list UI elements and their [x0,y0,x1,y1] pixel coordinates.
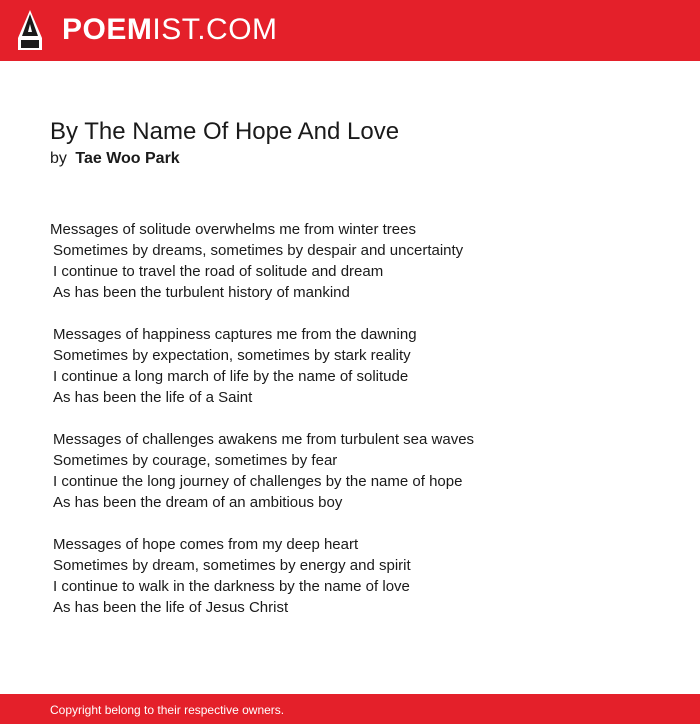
poem-line [50,303,650,324]
by-label: by [50,150,67,167]
site-logo[interactable] [62,12,278,48]
poem-line: As has been the turbulent history of mankind [53,284,350,301]
poem-line: As has been the dream of an ambitious boy [53,494,343,511]
poem-line: As has been the life of a Saint [53,389,253,406]
poem-line: Sometimes by courage, sometimes by fear [53,452,338,469]
logo-text-bold: POEM [62,13,153,46]
poem-line: Sometimes by expectation, sometimes by stark reality [53,347,411,364]
poem-title: By The Name Of Hope And Love [50,118,400,145]
poem-line: Messages of solitude overwhelms me from winter trees [50,221,416,238]
poem-line [50,513,650,534]
poem-line [50,408,650,429]
poem-line: I continue to walk in the darkness by the name of love [53,578,410,595]
pen-nib-icon[interactable] [18,10,42,50]
poem-body [50,219,650,618]
poem-line: Sometimes by dreams, sometimes by despair and uncertainty [53,242,464,259]
author-name[interactable]: Tae Woo Park [75,150,180,167]
poem-line: Sometimes by dream, sometimes by energy and spirit [53,557,411,574]
copyright-notice: Copyright belong to their respective owners. [50,703,285,717]
poem-line: I continue a long march of life by the name of solitude [53,368,409,385]
poem-line: Messages of hope comes from my deep heart [53,536,359,553]
site-footer [0,694,700,724]
poem-line: Messages of challenges awakens me from turbulent sea waves [53,431,475,448]
poem-line: I continue the long journey of challenges by the name of hope [53,473,463,490]
site-header [0,0,700,61]
poem-line: Messages of happiness captures me from the dawning [53,326,417,343]
logo-text-thin: IST.COM [152,13,278,46]
poem-line: As has been the life of Jesus Christ [53,599,289,616]
byline [50,149,180,169]
poem-line: I continue to travel the road of solitude and dream [53,263,384,280]
